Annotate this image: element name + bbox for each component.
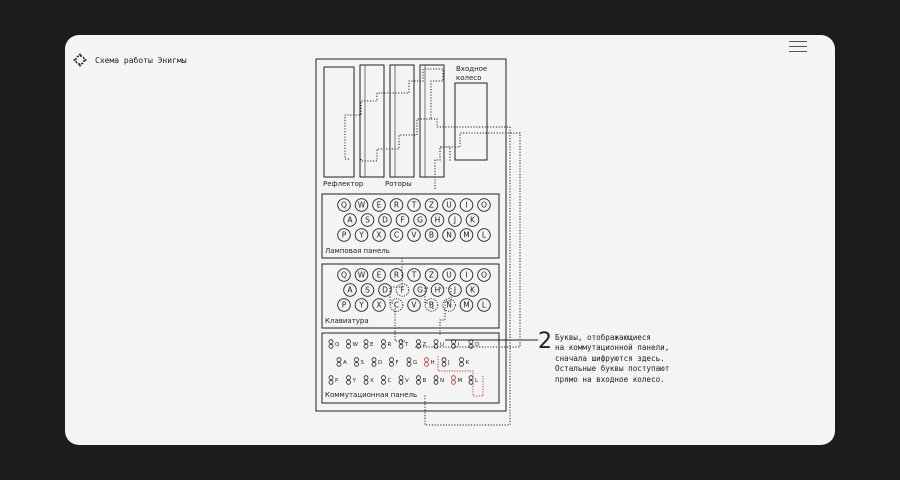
plug-label: J (448, 360, 450, 366)
plug-socket-h-1[interactable] (425, 358, 429, 362)
plug-socket-q-2[interactable] (329, 344, 333, 348)
keyboard-key-label: V (411, 300, 417, 310)
keyboard-key-label: C (393, 300, 400, 310)
plug-label: Q (335, 342, 340, 348)
lamp-key-label: C (393, 230, 400, 240)
keyboard-key-label: Z (428, 270, 435, 280)
plug-socket-e-1[interactable] (364, 340, 368, 344)
entry-wheel-box (455, 83, 487, 160)
plug-socket-a-2[interactable] (337, 362, 341, 366)
plug-label: I (457, 342, 460, 348)
lamp-key-label: K (470, 215, 475, 225)
plug-socket-x-2[interactable] (364, 380, 368, 384)
plugboard-label: Коммутационная панель (325, 391, 418, 399)
annotation-text (555, 333, 669, 385)
plug-label: H (430, 360, 435, 366)
plug-socket-i-2[interactable] (452, 344, 456, 348)
plug-label: B (422, 378, 427, 384)
plug-label: T (405, 342, 409, 348)
lamp-key-label: Q (341, 200, 347, 210)
plug-socket-d-1[interactable] (372, 358, 376, 362)
lamp-key-label: R (393, 200, 400, 210)
keyboard-key-label: E (376, 270, 382, 280)
plug-label: Z (422, 342, 427, 348)
plug-socket-c-2[interactable] (382, 380, 386, 384)
keyboard-key-label: M (463, 300, 470, 310)
plug-socket-e-2[interactable] (364, 344, 368, 348)
plug-socket-m-2[interactable] (452, 380, 456, 384)
keyboard-key-label: T (411, 270, 417, 280)
keyboard-key-label: O (481, 270, 487, 280)
plug-label: L (475, 378, 479, 384)
rotors-label: Роторы (385, 180, 412, 188)
plug-socket-t-2[interactable] (399, 344, 403, 348)
plug-socket-k-2[interactable] (460, 362, 464, 366)
annotation-line-5: прямо на входное колесо. (555, 374, 665, 384)
plug-socket-z-2[interactable] (417, 344, 421, 348)
plug-socket-q-1[interactable] (329, 340, 333, 344)
keyboard-key-label: P (341, 300, 347, 310)
plug-socket-p-1[interactable] (329, 376, 333, 380)
plug-label: D (378, 360, 383, 366)
plug-socket-a-1[interactable] (337, 358, 341, 362)
keyboard-key-label: N (446, 300, 452, 310)
lamp-key-label: M (463, 230, 470, 240)
plug-socket-g-2[interactable] (407, 362, 411, 366)
plug-label: R (387, 342, 392, 348)
lamp-key-label: H (434, 215, 441, 225)
plug-label: S (360, 360, 364, 366)
lamp-key-label: O (481, 200, 487, 210)
keyboard-key-label: D (382, 285, 388, 295)
plug-socket-c-1[interactable] (382, 376, 386, 380)
plug-socket-k-1[interactable] (460, 358, 464, 362)
lamp-key-label: Z (428, 200, 435, 210)
plug-label: V (405, 378, 409, 384)
step-number: 2 (538, 329, 552, 354)
lamp-key-label: L (481, 230, 487, 240)
plug-label: W (352, 342, 358, 348)
plug-socket-s-1[interactable] (355, 358, 359, 362)
lamp-key-label: B (428, 230, 435, 240)
plug-socket-o-2[interactable] (469, 344, 473, 348)
lamp-key-label: V (411, 230, 417, 240)
keyboard-key-label: Y (359, 300, 364, 310)
keyboard-key-label: J (453, 285, 457, 295)
plug-socket-z-1[interactable] (417, 340, 421, 344)
lamp-key-label: D (382, 215, 388, 225)
plug-label: C (387, 378, 392, 384)
plug-socket-g-1[interactable] (407, 358, 411, 362)
lamp-key-label: T (411, 200, 417, 210)
keyboard-key-label: I (465, 270, 468, 280)
keyboard-key-label: R (393, 270, 400, 280)
plug-label: O (475, 342, 480, 348)
keyboard-key-label: U (446, 270, 452, 280)
plug-label: N (440, 378, 445, 384)
plug-label: M (457, 378, 463, 384)
keyboard-key-label: H (434, 285, 441, 295)
entry-wheel-label: Входное (456, 65, 488, 73)
plug-socket-w-2[interactable] (347, 344, 351, 348)
lampboard-label: Ламповая панель (325, 247, 390, 255)
plug-socket-w-1[interactable] (347, 340, 351, 344)
plugboard-cable-highlight (438, 356, 483, 396)
keyboard-key-label: B (428, 300, 435, 310)
lamp-key-label: G (417, 215, 423, 225)
keyboard-key-label: W (357, 270, 366, 280)
annotation-line-2: на коммутационной панели, (555, 343, 670, 353)
plug-socket-s-2[interactable] (355, 362, 359, 366)
lamp-key-label: P (341, 230, 347, 240)
plug-socket-d-2[interactable] (372, 362, 376, 366)
plug-label: K (465, 360, 470, 366)
annotation-line-1: Буквы, отображающиеся (555, 333, 652, 342)
plug-socket-v-1[interactable] (399, 376, 403, 380)
plug-label: F (395, 360, 399, 366)
keyboard-key-label: Q (341, 270, 347, 280)
main-card (65, 35, 835, 445)
reflector-label: Рефлектор (323, 180, 364, 188)
lamp-key-label: Y (359, 230, 364, 240)
plug-socket-u-1[interactable] (434, 340, 438, 344)
plug-socket-b-2[interactable] (417, 380, 421, 384)
plug-socket-b-1[interactable] (417, 376, 421, 380)
keyboard-key-label: F (400, 285, 405, 295)
plug-socket-y-2[interactable] (347, 380, 351, 384)
enigma-diagram (65, 35, 835, 445)
lampboard-keys (338, 199, 491, 242)
plug-socket-t-1[interactable] (399, 340, 403, 344)
plug-label: P (335, 378, 339, 384)
plug-socket-n-1[interactable] (434, 376, 438, 380)
keyboard-label: Клавиатура (325, 317, 369, 325)
plugboard-sockets (329, 340, 480, 385)
plug-socket-p-2[interactable] (329, 380, 333, 384)
keyboard-key-label: L (481, 300, 487, 310)
keyboard-keys (338, 269, 491, 312)
plug-socket-f-2[interactable] (390, 362, 394, 366)
plug-socket-y-1[interactable] (347, 376, 351, 380)
plug-label: A (343, 360, 347, 366)
lamp-key-label: W (357, 200, 366, 210)
lamp-key-label: N (446, 230, 452, 240)
reflector-box (324, 67, 354, 177)
plug-socket-n-2[interactable] (434, 380, 438, 384)
lamp-key-label: E (376, 200, 382, 210)
keyboard-key-label: G (417, 285, 423, 295)
lamp-key-label: U (446, 200, 452, 210)
keyboard-key-label: A (347, 285, 353, 295)
plug-socket-f-1[interactable] (390, 358, 394, 362)
lamp-key-label: J (453, 215, 457, 225)
plug-socket-r-1[interactable] (382, 340, 386, 344)
lamp-key-label: X (376, 230, 382, 240)
page-title: Схема работы Энигмы (95, 55, 187, 65)
plug-socket-m-1[interactable] (452, 376, 456, 380)
plug-socket-j-2[interactable] (442, 362, 446, 366)
plug-socket-x-1[interactable] (364, 376, 368, 380)
keyboard-key-label: X (376, 300, 382, 310)
lamp-key-label: I (465, 200, 468, 210)
plug-label: E (370, 342, 374, 348)
plug-label: Y (352, 378, 356, 384)
annotation-line-4: Остальные буквы поступают (555, 364, 670, 374)
plug-socket-l-2[interactable] (469, 380, 473, 384)
lamp-key-label: S (365, 215, 370, 225)
lamp-key-label: F (400, 215, 405, 225)
plug-socket-r-2[interactable] (382, 344, 386, 348)
plug-socket-l-1[interactable] (469, 376, 473, 380)
plug-label: G (413, 360, 418, 366)
keyboard-key-label: K (470, 285, 475, 295)
plug-socket-h-2[interactable] (425, 362, 429, 366)
lamp-key-label: A (347, 215, 353, 225)
entry-wheel-label-2: колесо (456, 74, 482, 82)
plug-socket-v-2[interactable] (399, 380, 403, 384)
plug-label: U (440, 342, 445, 348)
annotation-line-3: сначала шифруются здесь. (555, 353, 665, 363)
plug-socket-u-2[interactable] (434, 344, 438, 348)
plug-label: X (370, 378, 374, 384)
keyboard-key-label: S (365, 285, 370, 295)
plug-socket-j-1[interactable] (442, 358, 446, 362)
